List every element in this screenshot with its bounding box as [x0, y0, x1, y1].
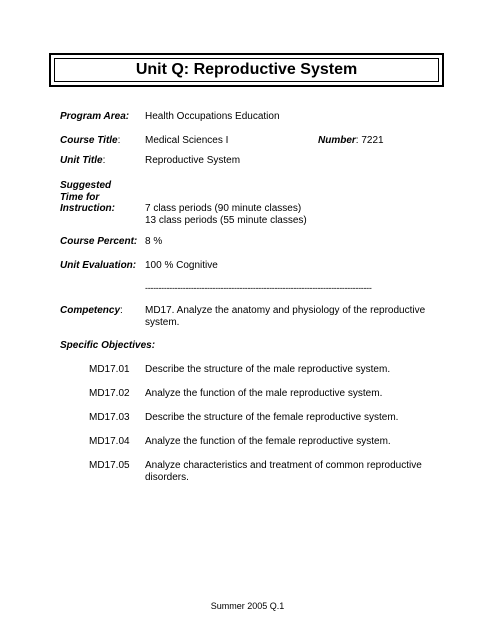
specific-objectives-label: Specific Objectives:	[60, 340, 156, 351]
unit-title-value: Reproductive System	[145, 155, 241, 166]
program-area-label: Program Area:	[60, 111, 130, 122]
program-area-value: Health Occupations Education	[145, 111, 280, 122]
course-title-label: Course Title:	[60, 135, 121, 146]
course-title-value: Medical Sciences I	[145, 135, 229, 146]
objective-text: Analyze the function of the male reproductive system.	[145, 388, 383, 399]
separator-line: ------------------------------------------------------------------------------------	[145, 283, 372, 293]
course-percent-value: 8 %	[145, 236, 163, 247]
number-label: Number	[318, 135, 356, 146]
number-field: Number: 7221	[318, 135, 384, 146]
objective-text: Describe the structure of the female reproductive system.	[145, 412, 399, 423]
page-title: Unit Q: Reproductive System	[54, 58, 439, 82]
page-footer: Summer 2005 Q.1	[210, 601, 285, 611]
suggested-time-label: Suggested Time for Instruction:	[60, 180, 116, 214]
objective-text: Describe the structure of the male reproductive system.	[145, 364, 391, 375]
objective-text: Analyze the function of the female reproductive system.	[145, 436, 391, 447]
objective-text: Analyze characteristics and treatment of common reproductive disorders.	[145, 460, 422, 483]
course-percent-label: Course Percent:	[60, 236, 138, 247]
objective-code: MD17.05	[89, 460, 130, 471]
objective-code: MD17.01	[89, 364, 130, 375]
competency-label: Competency:	[60, 305, 123, 316]
objective-code: MD17.04	[89, 436, 130, 447]
unit-evaluation-label: Unit Evaluation:	[60, 260, 137, 271]
objective-code: MD17.02	[89, 388, 130, 399]
unit-evaluation-value: 100 % Cognitive	[145, 260, 218, 271]
competency-value: MD17. Analyze the anatomy and physiology of the reproductive system.	[145, 305, 426, 328]
number-value: 7221	[361, 135, 384, 146]
suggested-time-value: 7 class periods (90 minute classes) 13 class periods (55 minute classes)	[145, 203, 307, 226]
unit-title-label: Unit Title:	[60, 155, 106, 166]
title-box	[49, 53, 444, 87]
objective-code: MD17.03	[89, 412, 130, 423]
